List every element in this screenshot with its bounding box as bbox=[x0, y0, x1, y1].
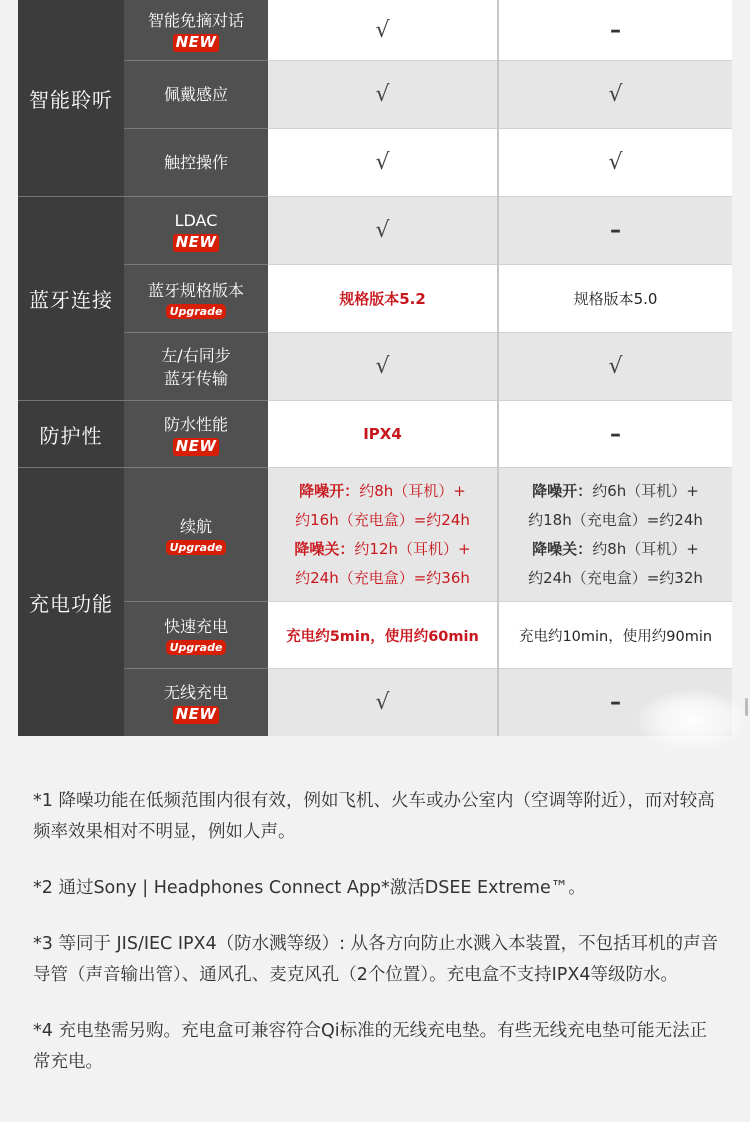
feature-label: 快速充电 bbox=[163, 617, 228, 636]
feature-wear-detection bbox=[124, 61, 268, 129]
dash-icon: – bbox=[610, 421, 621, 447]
feature-label-line2: 蓝牙传输 bbox=[163, 368, 228, 388]
feature-speak-to-chat bbox=[124, 0, 268, 61]
value-wear-model2 bbox=[499, 61, 732, 129]
feature-label: 蓝牙规格版本 bbox=[147, 280, 244, 300]
battery-text: 约8h（耳机）+ bbox=[592, 539, 699, 558]
feature-fast-charge bbox=[124, 602, 268, 669]
check-icon: √ bbox=[375, 690, 390, 715]
comparison-table bbox=[18, 0, 732, 736]
feature-touch-control bbox=[124, 129, 268, 197]
feature-label: 智能免摘对话 bbox=[147, 10, 244, 30]
feature-battery-life bbox=[124, 468, 268, 602]
value-text: IPX4 bbox=[363, 425, 402, 443]
nc-off-label: 降噪关： bbox=[532, 539, 593, 558]
scrollbar-thumb[interactable] bbox=[745, 698, 748, 716]
check-icon: √ bbox=[375, 354, 390, 379]
feature-label: 防水性能 bbox=[163, 414, 228, 434]
value-ldac-model2 bbox=[499, 197, 732, 265]
check-icon: √ bbox=[608, 150, 623, 175]
upgrade-badge: Upgrade bbox=[166, 304, 227, 319]
value-water-model1 bbox=[268, 401, 499, 468]
value-text: 规格版本5.0 bbox=[573, 290, 658, 308]
value-fast-model1 bbox=[268, 602, 499, 669]
nc-off-label: 降噪关： bbox=[294, 539, 355, 558]
battery-text: 约24h（充电盒）=约36h bbox=[295, 568, 470, 587]
value-water-model2 bbox=[499, 401, 732, 468]
battery-text: 约18h（充电盒）=约24h bbox=[528, 510, 703, 529]
feature-wireless-charge bbox=[124, 669, 268, 736]
check-icon: √ bbox=[375, 17, 390, 43]
category-bluetooth bbox=[18, 197, 124, 401]
category-label: 防护性 bbox=[39, 423, 103, 448]
category-protection bbox=[18, 401, 124, 468]
value-speak-model1 bbox=[268, 0, 499, 61]
nc-on-label: 降噪开： bbox=[532, 481, 593, 500]
feature-label: 续航 bbox=[179, 516, 212, 536]
value-text: 充电约10min，使用约90min bbox=[518, 628, 713, 645]
new-badge: NEW bbox=[173, 234, 220, 252]
value-text: 规格版本5.2 bbox=[339, 290, 426, 308]
feature-water-resistance bbox=[124, 401, 268, 468]
value-wear-model1 bbox=[268, 61, 499, 129]
battery-text: 约12h（耳机）+ bbox=[354, 539, 471, 558]
new-badge: NEW bbox=[173, 438, 220, 456]
upgrade-badge: Upgrade bbox=[166, 540, 227, 555]
dash-icon: – bbox=[610, 17, 621, 43]
check-icon: √ bbox=[375, 150, 390, 175]
value-touch-model2 bbox=[499, 129, 732, 197]
feature-label: 佩戴感应 bbox=[163, 85, 228, 104]
value-battery-model2 bbox=[499, 468, 732, 602]
category-smart-listening bbox=[18, 0, 124, 197]
footnote-2: *2 通过Sony | Headphones Connect App*激活DSEE Extreme™。 bbox=[33, 878, 586, 898]
feature-ldac bbox=[124, 197, 268, 265]
value-battery-model1 bbox=[268, 468, 499, 602]
value-speak-model2 bbox=[499, 0, 732, 61]
footnotes bbox=[33, 786, 723, 1078]
new-badge: NEW bbox=[173, 34, 220, 52]
value-fast-model2 bbox=[499, 602, 732, 669]
footnote-3: *3 等同于 JIS/IEC IPX4（防水溅等级）: 从各方向防止水溅入本装置，不包括耳机的声音导管（声音输出管）、通风孔、麦克风孔（2个位置）。充电盒不支持IPX4等级防水。 bbox=[33, 934, 719, 985]
check-icon: √ bbox=[375, 82, 390, 107]
battery-text: 约6h（耳机）+ bbox=[592, 481, 699, 500]
category-label: 智能聆听 bbox=[29, 87, 113, 112]
footnote-4: *4 充电垫需另购。充电盒可兼容符合Qi标准的无线充电垫。有些无线充电垫可能无法正常充电。 bbox=[33, 1021, 708, 1072]
feature-bluetooth-version bbox=[124, 265, 268, 333]
battery-text: 约24h（充电盒）=约32h bbox=[528, 568, 703, 587]
feature-label: 无线充电 bbox=[163, 683, 228, 702]
value-btver-model2 bbox=[499, 265, 732, 333]
dash-icon: – bbox=[610, 690, 621, 715]
light-glare bbox=[638, 690, 748, 750]
value-wireless-model1 bbox=[268, 669, 499, 736]
value-ldac-model1 bbox=[268, 197, 499, 265]
value-text: 充电约5min，使用约60min bbox=[286, 628, 479, 645]
footnote-1: *1 降噪功能在低频范围内很有效，例如飞机、火车或办公室内（空调等附近），而对较高频率效果相对不明显，例如人声。 bbox=[33, 791, 715, 842]
value-touch-model1 bbox=[268, 129, 499, 197]
battery-text: 约8h（耳机）+ bbox=[359, 481, 466, 500]
value-btver-model1 bbox=[268, 265, 499, 333]
value-sync-model2 bbox=[499, 333, 732, 401]
check-icon: √ bbox=[608, 354, 623, 379]
check-icon: √ bbox=[608, 82, 623, 107]
check-icon: √ bbox=[375, 218, 390, 243]
dash-icon: – bbox=[610, 218, 621, 243]
category-label: 蓝牙连接 bbox=[29, 288, 113, 312]
value-sync-model1 bbox=[268, 333, 499, 401]
battery-text: 约16h（充电盒）=约24h bbox=[295, 510, 470, 529]
nc-on-label: 降噪开： bbox=[299, 481, 360, 500]
feature-label: 触控操作 bbox=[163, 153, 228, 172]
feature-lr-sync bbox=[124, 333, 268, 401]
feature-label: LDAC bbox=[174, 211, 218, 230]
feature-label-line1: 左/右同步 bbox=[161, 345, 231, 365]
category-label: 充电功能 bbox=[29, 591, 113, 616]
upgrade-badge: Upgrade bbox=[166, 640, 227, 655]
category-charging bbox=[18, 468, 124, 736]
new-badge: NEW bbox=[173, 706, 220, 724]
